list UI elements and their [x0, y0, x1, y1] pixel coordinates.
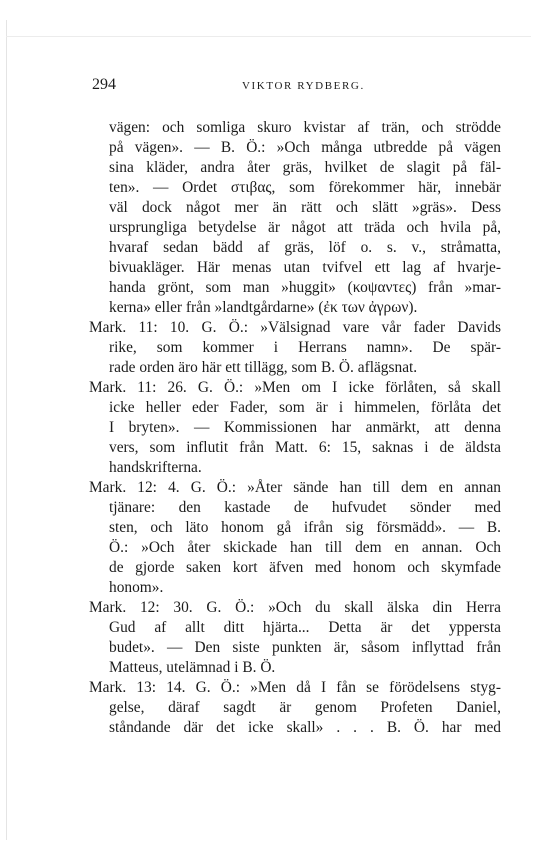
text-line: Mark. 11: 10. G. Ö.: »Välsignad vare vår fader Davids — [89, 319, 501, 336]
text-line: rike, som kommer i Herrans namn». De spär- — [109, 339, 501, 356]
text-line: de gjorde saken kort äfven med honom och skymfade — [109, 559, 501, 576]
text-line: gelse, däraf sagdt är genom Profeten Daniel, — [109, 699, 501, 716]
text-line: på vägen». — B. Ö.: »Och många utbredde på vägen — [109, 139, 501, 156]
text-line: Matteus, utelämnad i B. Ö. — [109, 659, 276, 676]
text-line: sten, och läto honom gå ifrån sig försmädd». — B. — [109, 519, 501, 536]
text-line: kerna» eller från »landtgårdarne» (ἐκ των ἀγρων). — [109, 299, 418, 316]
text-line: Mark. 12: 4. G. Ö.: »Åter sände han till dem en annan — [89, 479, 501, 496]
text-line: handskrifterna. — [109, 459, 202, 476]
text-line: vägen: och somliga skuro kvistar af trän, och strödde — [109, 119, 501, 136]
text-line: vers, som influtit från Matt. 6: 15, saknas i de äldsta — [109, 439, 501, 456]
text-line: bivuakläger. Här menas utan tvifvel ett lag af hvarje- — [109, 259, 501, 276]
page-top-rule — [6, 36, 531, 37]
body-text — [89, 118, 501, 738]
text-line: hvaraf sedan bädd af gräs, löf o. s. v., stråmatta, — [109, 239, 501, 256]
running-head: VIKTOR RYDBERG. — [242, 80, 365, 92]
text-line: budet». — Den siste punkten är, såsom inflyttad från — [109, 639, 501, 656]
page-number: 294 — [92, 76, 116, 93]
text-line: ståndande där det icke skall» . . . B. Ö. har med — [109, 719, 501, 736]
text-line: tjänare: den kastade de hufvudet sönder med — [109, 499, 501, 516]
text-line: Mark. 11: 26. G. Ö.: »Men om I icke förlåten, så skall — [89, 379, 501, 396]
text-line: ten». — Ordet στιβας, som förekommer här, innebär — [109, 179, 501, 196]
text-line: honom». — [109, 579, 164, 596]
page-edge-line — [6, 20, 7, 840]
text-line: väl dock något mer än rätt och slätt »gräs». Dess — [109, 199, 501, 216]
text-line: sina kläder, andra åter gräs, hvilket de slagit på fäl- — [109, 159, 501, 176]
text-line: Ö.: »Och åter skickade han till dem en annan. Och — [109, 539, 501, 556]
text-line: rade orden äro här ett tillägg, som B. Ö. aflägsnat. — [109, 359, 418, 376]
text-line: Gud af allt ditt hjärta... Detta är det yppersta — [109, 619, 501, 636]
text-line: icke heller eder Fader, som är i himmelen, förlåta det — [109, 399, 501, 416]
page-header — [92, 76, 500, 98]
text-line: I bryten». — Kommissionen har anmärkt, att denna — [109, 419, 501, 436]
text-line: Mark. 12: 30. G. Ö.: »Och du skall älska din Herra — [89, 599, 501, 616]
text-line: handa grönt, som man »huggit» (κοψαντες) från »mar- — [109, 279, 501, 296]
text-line: Mark. 13: 14. G. Ö.: »Men då I fån se förödelsens styg- — [89, 679, 501, 696]
text-line: ursprungliga betydelse är något att träda och hvila på, — [109, 219, 501, 236]
